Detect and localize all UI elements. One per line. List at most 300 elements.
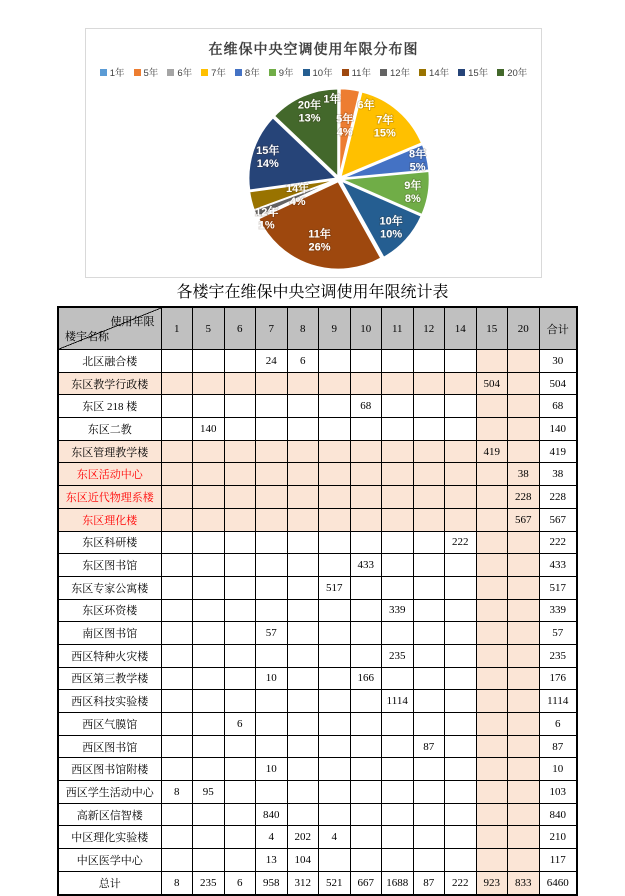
value-cell-20 — [508, 576, 540, 599]
value-cell-14 — [445, 803, 477, 826]
pie-label-14年: 14年 4% — [286, 183, 310, 209]
value-cell-5 — [193, 690, 225, 713]
value-cell-12 — [413, 463, 445, 486]
value-cell-9 — [319, 849, 351, 872]
value-cell-5 — [193, 350, 225, 373]
value-cell-6 — [224, 395, 256, 418]
value-cell-12 — [413, 781, 445, 804]
value-cell-11 — [382, 372, 414, 395]
value-cell-14 — [445, 735, 477, 758]
value-cell-9 — [319, 486, 351, 509]
pie-label-20年: 20年 13% — [297, 99, 322, 125]
building-name-cell: 东区管理教学楼 — [58, 440, 161, 463]
value-cell-7: 10 — [256, 758, 288, 781]
legend-swatch-icon — [342, 69, 349, 76]
value-cell-12 — [413, 418, 445, 441]
value-cell-10: 667 — [350, 871, 382, 894]
value-cell-6 — [224, 781, 256, 804]
row-total-cell: 1114 — [539, 690, 577, 713]
corner-label-building-name: 楼宇名称 — [65, 331, 109, 343]
row-total-cell: 222 — [539, 531, 577, 554]
table-row — [58, 508, 577, 531]
value-cell-10 — [350, 486, 382, 509]
value-cell-8 — [287, 667, 319, 690]
value-cell-9 — [319, 440, 351, 463]
value-cell-8: 104 — [287, 849, 319, 872]
value-cell-20: 38 — [508, 463, 540, 486]
value-cell-15 — [476, 554, 508, 577]
value-cell-14 — [445, 849, 477, 872]
pie-label-5年: 5年 4% — [336, 113, 354, 139]
value-cell-14 — [445, 372, 477, 395]
value-cell-14 — [445, 440, 477, 463]
value-cell-14 — [445, 713, 477, 736]
value-cell-8 — [287, 486, 319, 509]
value-cell-11 — [382, 395, 414, 418]
pie-label-15年: 15年 14% — [256, 145, 280, 171]
corner-label-usage-years: 使用年限 — [110, 316, 155, 328]
value-cell-5: 235 — [193, 871, 225, 894]
value-cell-7 — [256, 486, 288, 509]
value-cell-8: 202 — [287, 826, 319, 849]
value-cell-6 — [224, 644, 256, 667]
value-cell-7 — [256, 576, 288, 599]
value-cell-8 — [287, 690, 319, 713]
legend-swatch-icon — [303, 69, 310, 76]
value-cell-15 — [476, 622, 508, 645]
column-header-20: 20 — [508, 307, 540, 350]
value-cell-10 — [350, 463, 382, 486]
value-cell-14 — [445, 554, 477, 577]
legend-item — [235, 65, 260, 79]
row-total-cell: 339 — [539, 599, 577, 622]
value-cell-1 — [161, 554, 193, 577]
value-cell-9 — [319, 667, 351, 690]
value-cell-6 — [224, 486, 256, 509]
value-cell-20 — [508, 372, 540, 395]
value-cell-20 — [508, 350, 540, 373]
legend-item-label: 7年 — [211, 68, 226, 79]
value-cell-11 — [382, 508, 414, 531]
value-cell-12 — [413, 486, 445, 509]
value-cell-1 — [161, 350, 193, 373]
row-total-cell: 6 — [539, 713, 577, 736]
value-cell-12 — [413, 713, 445, 736]
value-cell-8 — [287, 418, 319, 441]
value-cell-8 — [287, 508, 319, 531]
value-cell-20 — [508, 826, 540, 849]
value-cell-8 — [287, 644, 319, 667]
legend-item-label: 8年 — [244, 68, 260, 79]
table-row — [58, 440, 577, 463]
value-cell-15: 419 — [476, 440, 508, 463]
row-total-cell: 567 — [539, 508, 577, 531]
table-row — [58, 690, 577, 713]
value-cell-7 — [256, 508, 288, 531]
value-cell-10 — [350, 531, 382, 554]
row-total-cell: 68 — [539, 395, 577, 418]
value-cell-14 — [445, 758, 477, 781]
value-cell-1 — [161, 395, 193, 418]
value-cell-10 — [350, 735, 382, 758]
legend-item — [497, 65, 527, 79]
value-cell-12 — [413, 440, 445, 463]
value-cell-1 — [161, 531, 193, 554]
building-name-cell: 中区理化实验楼 — [58, 826, 161, 849]
table-row — [58, 803, 577, 826]
value-cell-5 — [193, 395, 225, 418]
value-cell-11 — [382, 554, 414, 577]
building-name-cell: 东区活动中心 — [58, 463, 161, 486]
column-header-11: 11 — [382, 307, 414, 350]
value-cell-11: 1114 — [382, 690, 414, 713]
legend-swatch-icon — [100, 69, 107, 76]
value-cell-6 — [224, 350, 256, 373]
value-cell-1 — [161, 486, 193, 509]
value-cell-1 — [161, 735, 193, 758]
legend-item — [458, 65, 488, 79]
legend-item-label: 10年 — [312, 68, 333, 79]
column-header-5: 5 — [193, 307, 225, 350]
value-cell-10 — [350, 622, 382, 645]
legend-item — [269, 65, 294, 79]
value-cell-5 — [193, 803, 225, 826]
value-cell-1 — [161, 372, 193, 395]
value-cell-1 — [161, 440, 193, 463]
value-cell-14 — [445, 622, 477, 645]
row-total-cell: 504 — [539, 372, 577, 395]
value-cell-8 — [287, 735, 319, 758]
value-cell-6 — [224, 826, 256, 849]
value-cell-10: 166 — [350, 667, 382, 690]
value-cell-7 — [256, 440, 288, 463]
value-cell-20: 567 — [508, 508, 540, 531]
value-cell-8 — [287, 599, 319, 622]
value-cell-10 — [350, 508, 382, 531]
value-cell-5 — [193, 440, 225, 463]
corner-cell — [58, 307, 161, 350]
legend-item — [134, 65, 159, 79]
table-row — [58, 576, 577, 599]
value-cell-6 — [224, 508, 256, 531]
value-cell-8 — [287, 758, 319, 781]
row-total-cell: 419 — [539, 440, 577, 463]
value-cell-15 — [476, 531, 508, 554]
value-cell-20 — [508, 781, 540, 804]
value-cell-14 — [445, 599, 477, 622]
table-row — [58, 463, 577, 486]
row-total-cell: 30 — [539, 350, 577, 373]
value-cell-7 — [256, 372, 288, 395]
value-cell-6 — [224, 849, 256, 872]
row-total-cell: 140 — [539, 418, 577, 441]
value-cell-11: 1688 — [382, 871, 414, 894]
legend-item — [201, 65, 226, 79]
chart-legend — [86, 65, 541, 79]
value-cell-9: 521 — [319, 871, 351, 894]
value-cell-1 — [161, 758, 193, 781]
value-cell-15 — [476, 508, 508, 531]
table-row — [58, 644, 577, 667]
row-total-cell: 840 — [539, 803, 577, 826]
value-cell-1 — [161, 667, 193, 690]
value-cell-8 — [287, 463, 319, 486]
value-cell-10: 68 — [350, 395, 382, 418]
legend-swatch-icon — [419, 69, 426, 76]
value-cell-11 — [382, 849, 414, 872]
value-cell-9 — [319, 508, 351, 531]
value-cell-7 — [256, 735, 288, 758]
value-cell-20 — [508, 418, 540, 441]
value-cell-14: 222 — [445, 871, 477, 894]
legend-item-label: 14年 — [429, 68, 450, 79]
value-cell-20 — [508, 554, 540, 577]
pie-label-1年: 1年 — [323, 93, 341, 106]
value-cell-1 — [161, 644, 193, 667]
legend-swatch-icon — [167, 69, 174, 76]
value-cell-10: 433 — [350, 554, 382, 577]
value-cell-5 — [193, 758, 225, 781]
legend-item — [303, 65, 333, 79]
column-header-15: 15 — [476, 307, 508, 350]
value-cell-15 — [476, 735, 508, 758]
building-name-cell: 西区图书馆附楼 — [58, 758, 161, 781]
value-cell-11 — [382, 576, 414, 599]
value-cell-11 — [382, 803, 414, 826]
column-header-total: 合计 — [539, 307, 577, 350]
building-name-cell: 东区图书馆 — [58, 554, 161, 577]
table-row — [58, 735, 577, 758]
value-cell-5: 95 — [193, 781, 225, 804]
value-cell-5 — [193, 576, 225, 599]
value-cell-12 — [413, 690, 445, 713]
row-total-cell: 176 — [539, 667, 577, 690]
table-row — [58, 554, 577, 577]
pie-label-11年: 11年 26% — [308, 228, 331, 254]
value-cell-8 — [287, 713, 319, 736]
value-cell-6 — [224, 599, 256, 622]
column-header-1: 1 — [161, 307, 193, 350]
value-cell-14 — [445, 826, 477, 849]
value-cell-11 — [382, 713, 414, 736]
value-cell-9 — [319, 463, 351, 486]
value-cell-12 — [413, 803, 445, 826]
value-cell-9 — [319, 531, 351, 554]
value-cell-20 — [508, 713, 540, 736]
value-cell-12 — [413, 576, 445, 599]
value-cell-1: 8 — [161, 781, 193, 804]
value-cell-15: 923 — [476, 871, 508, 894]
value-cell-20 — [508, 849, 540, 872]
legend-item — [167, 65, 192, 79]
value-cell-10 — [350, 644, 382, 667]
value-cell-5 — [193, 826, 225, 849]
value-cell-8 — [287, 554, 319, 577]
usage-years-table — [57, 306, 578, 896]
value-cell-20 — [508, 758, 540, 781]
table-row — [58, 599, 577, 622]
value-cell-7 — [256, 554, 288, 577]
building-name-cell: 西区科技实验楼 — [58, 690, 161, 713]
value-cell-15 — [476, 690, 508, 713]
building-name-cell: 中区医学中心 — [58, 849, 161, 872]
legend-swatch-icon — [201, 69, 208, 76]
value-cell-8: 312 — [287, 871, 319, 894]
value-cell-7: 13 — [256, 849, 288, 872]
value-cell-11 — [382, 440, 414, 463]
value-cell-15 — [476, 826, 508, 849]
row-total-cell: 103 — [539, 781, 577, 804]
value-cell-15 — [476, 350, 508, 373]
value-cell-11 — [382, 667, 414, 690]
building-name-cell: 西区第三教学楼 — [58, 667, 161, 690]
value-cell-5 — [193, 531, 225, 554]
value-cell-12 — [413, 372, 445, 395]
value-cell-6 — [224, 803, 256, 826]
legend-item-label: 15年 — [468, 68, 489, 79]
building-name-cell: 东区近代物理系楼 — [58, 486, 161, 509]
pie-label-10年: 10年 10% — [379, 215, 403, 241]
row-total-cell: 228 — [539, 486, 577, 509]
value-cell-10 — [350, 440, 382, 463]
value-cell-5 — [193, 622, 225, 645]
value-cell-11 — [382, 486, 414, 509]
value-cell-12 — [413, 622, 445, 645]
value-cell-1 — [161, 849, 193, 872]
value-cell-11 — [382, 531, 414, 554]
value-cell-8 — [287, 622, 319, 645]
value-cell-20: 833 — [508, 871, 540, 894]
usage-years-table-wrap — [57, 306, 578, 896]
value-cell-20 — [508, 690, 540, 713]
value-cell-15: 504 — [476, 372, 508, 395]
table-row — [58, 849, 577, 872]
building-name-cell: 高新区信智楼 — [58, 803, 161, 826]
legend-item — [342, 65, 371, 79]
value-cell-14 — [445, 781, 477, 804]
value-cell-12 — [413, 826, 445, 849]
value-cell-15 — [476, 395, 508, 418]
value-cell-11 — [382, 735, 414, 758]
pie-label-8年: 8年 5% — [408, 148, 427, 174]
value-cell-14 — [445, 690, 477, 713]
value-cell-1 — [161, 576, 193, 599]
pie-label-9年: 9年 8% — [404, 179, 422, 205]
value-cell-11 — [382, 826, 414, 849]
building-name-cell: 东区 218 楼 — [58, 395, 161, 418]
value-cell-6 — [224, 690, 256, 713]
building-name-cell: 东区教学行政楼 — [58, 372, 161, 395]
row-total-cell: 117 — [539, 849, 577, 872]
value-cell-8 — [287, 576, 319, 599]
value-cell-5 — [193, 554, 225, 577]
table-row — [58, 622, 577, 645]
table-row — [58, 531, 577, 554]
value-cell-6 — [224, 576, 256, 599]
value-cell-8 — [287, 803, 319, 826]
table-row — [58, 713, 577, 736]
value-cell-1 — [161, 622, 193, 645]
value-cell-7: 4 — [256, 826, 288, 849]
table-row — [58, 418, 577, 441]
value-cell-6 — [224, 554, 256, 577]
table-header-row — [58, 307, 577, 350]
value-cell-1 — [161, 418, 193, 441]
building-name-cell: 南区图书馆 — [58, 622, 161, 645]
column-header-10: 10 — [350, 307, 382, 350]
value-cell-12 — [413, 599, 445, 622]
building-name-cell: 东区二教 — [58, 418, 161, 441]
value-cell-1 — [161, 690, 193, 713]
value-cell-15 — [476, 758, 508, 781]
value-cell-5 — [193, 463, 225, 486]
row-total-cell: 10 — [539, 758, 577, 781]
value-cell-11 — [382, 463, 414, 486]
column-header-6: 6 — [224, 307, 256, 350]
value-cell-14 — [445, 667, 477, 690]
row-total-cell: 210 — [539, 826, 577, 849]
value-cell-5 — [193, 667, 225, 690]
value-cell-20 — [508, 803, 540, 826]
value-cell-1 — [161, 803, 193, 826]
row-total-cell: 235 — [539, 644, 577, 667]
value-cell-5 — [193, 735, 225, 758]
value-cell-1 — [161, 826, 193, 849]
building-name-cell: 西区特种火灾楼 — [58, 644, 161, 667]
value-cell-15 — [476, 486, 508, 509]
legend-item-label: 9年 — [278, 68, 294, 79]
value-cell-14 — [445, 395, 477, 418]
value-cell-10 — [350, 826, 382, 849]
value-cell-9 — [319, 599, 351, 622]
table-row — [58, 758, 577, 781]
value-cell-11: 339 — [382, 599, 414, 622]
value-cell-12 — [413, 644, 445, 667]
value-cell-7: 57 — [256, 622, 288, 645]
value-cell-9 — [319, 554, 351, 577]
legend-item-label: 5年 — [143, 68, 159, 79]
building-name-cell: 东区理化楼 — [58, 508, 161, 531]
value-cell-9 — [319, 395, 351, 418]
value-cell-9 — [319, 735, 351, 758]
value-cell-14 — [445, 418, 477, 441]
value-cell-7 — [256, 781, 288, 804]
legend-item-label: 11年 — [351, 68, 371, 79]
value-cell-14 — [445, 350, 477, 373]
legend-item — [380, 65, 410, 79]
value-cell-14 — [445, 463, 477, 486]
table-row — [58, 826, 577, 849]
value-cell-9 — [319, 803, 351, 826]
usage-years-pie-chart-card — [85, 28, 542, 278]
value-cell-12 — [413, 849, 445, 872]
value-cell-11 — [382, 350, 414, 373]
value-cell-10 — [350, 372, 382, 395]
value-cell-15 — [476, 667, 508, 690]
value-cell-1 — [161, 599, 193, 622]
column-header-14: 14 — [445, 307, 477, 350]
value-cell-15 — [476, 599, 508, 622]
column-header-7: 7 — [256, 307, 288, 350]
value-cell-7: 10 — [256, 667, 288, 690]
pie-label-7年: 7年 15% — [373, 114, 396, 140]
building-name-cell: 西区学生活动中心 — [58, 781, 161, 804]
value-cell-8 — [287, 440, 319, 463]
value-cell-6 — [224, 622, 256, 645]
value-cell-1 — [161, 508, 193, 531]
value-cell-9 — [319, 713, 351, 736]
value-cell-14 — [445, 486, 477, 509]
